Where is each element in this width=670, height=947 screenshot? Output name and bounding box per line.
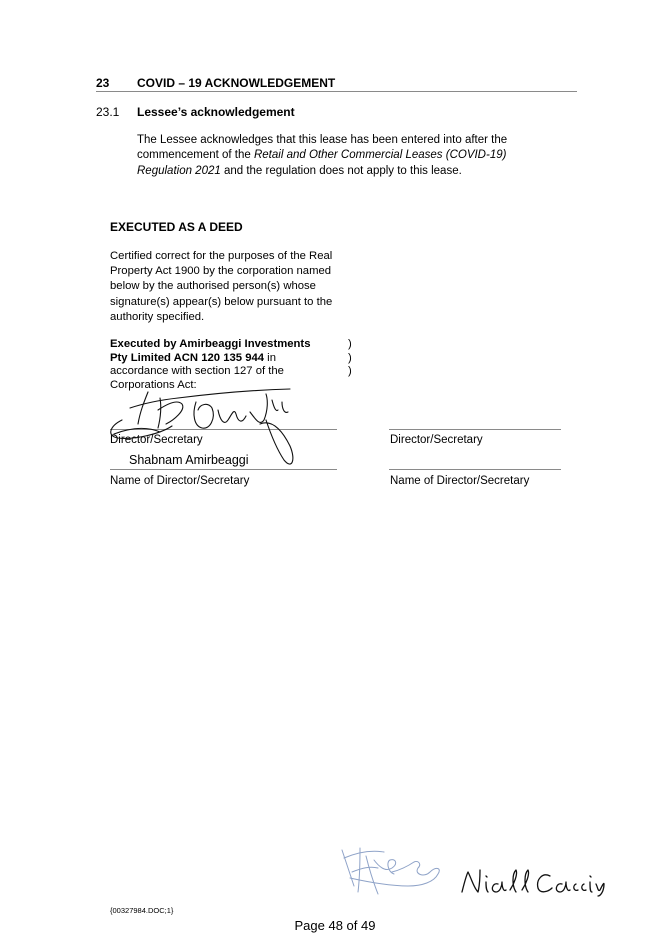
certification-text: Certified correct for the purposes of the Real Property Act 1900 by the corporation named below by the authorised person(s) whose signature(s) appear(s) below pursuant to the authority specified. xyxy=(110,250,333,323)
left-signatory-label: Director/Secretary xyxy=(110,434,203,446)
footer-signature-blue xyxy=(338,842,448,902)
subsection-number: 23.1 xyxy=(96,105,120,119)
section-rule xyxy=(96,91,577,92)
right-signatory-label: Director/Secretary xyxy=(390,434,483,446)
page-number: Page 48 of 49 xyxy=(294,918,376,933)
subsection-title: Lessee’s acknowledgement xyxy=(137,105,295,119)
section-number: 23 xyxy=(96,76,110,90)
right-signature-line xyxy=(389,429,561,430)
footer-initials-handwritten xyxy=(458,866,608,900)
left-name-label: Name of Director/Secretary xyxy=(110,475,250,487)
brackets: ) ) ) xyxy=(348,338,352,378)
right-name-line xyxy=(389,469,561,470)
executed-as-deed-heading: EXECUTED AS A DEED xyxy=(110,220,243,234)
right-name-label: Name of Director/Secretary xyxy=(390,475,530,487)
director-signature xyxy=(100,380,300,470)
left-name-value: Shabnam Amirbeaggi xyxy=(129,453,249,467)
section-title: COVID – 19 ACKNOWLEDGEMENT xyxy=(137,76,336,90)
executed-by-text: Executed by Amirbeaggi Investments Pty Limited ACN 120 135 944 in accordance with section 127 of the Corporations Act: xyxy=(110,338,311,392)
acknowledgement-paragraph: The Lessee acknowledges that this lease has been entered into after the commencement of the Retail and Other Commercial Leases (COVID-19) Regulation 2021 and the regulation does not apply to this lease. xyxy=(137,134,508,177)
document-reference: {00327984.DOC;1} xyxy=(110,906,174,915)
